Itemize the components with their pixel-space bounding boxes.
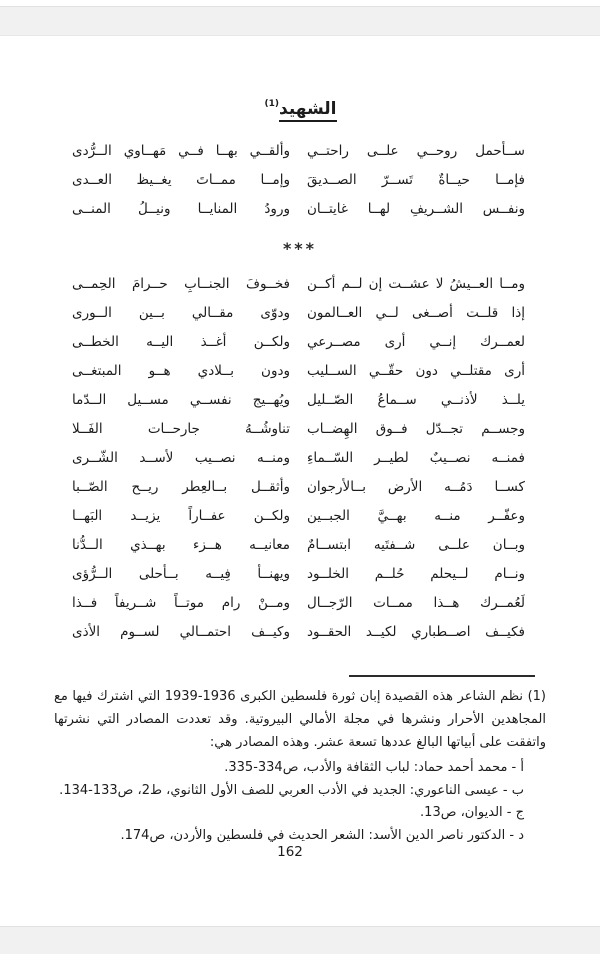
hemistich-second: ولكــن عفــاراً يزيــد البَهــا [72,508,290,524]
hemistich-first: لعمــرك إنــي أرى مصــرعي [307,334,525,350]
verse-row [72,444,525,473]
hemistich-second: وألقــي بهــا فــي مَهــاوي الــرُّدى [72,143,290,159]
hemistich-second: ودون بــلادي هــو المبتغــى [72,363,290,379]
verse-row [72,415,525,444]
title-footnote-marker: (1) [264,99,279,109]
footnote-source-item: ب - عيسى الناعوري: الجديد في الأدب العربي للصف الأول الثانوي، ط2، ص133-134. [59,782,524,798]
footnote-block [54,685,546,847]
hemistich-first: فكيــف اصــطباري لكيــد الحقــود [307,624,525,640]
verse-row [72,589,525,618]
hemistich-second: ويهنــأ فِيــه بــأحلى الــرُّؤى [72,566,290,582]
poem-section-1 [72,137,525,224]
top-scan-band [0,6,600,36]
verse-row [72,299,525,328]
hemistich-first: فإمــا حيــاةٌ تَســرّ الصــديقَ [307,172,525,188]
verse-row [72,473,525,502]
verse-row [72,618,525,647]
poem-title [263,99,336,119]
verse-row [72,386,525,415]
section-separator: *** [282,239,318,258]
footnote-source-item: أ - محمد أحمد حماد: لباب الثقافة والأدب، ص334-335. [224,760,524,775]
verse-row [72,531,525,560]
bottom-scan-band [0,926,600,954]
hemistich-second: ورودُ المنايــا ونيــلُ المنــى [72,201,290,217]
hemistich-second: ودوّى مقــالي بــين الــورى [72,305,290,321]
hemistich-second: ومنــه نصــيب لأســد الشّــرى [72,450,290,466]
verse-row [72,328,525,357]
hemistich-second: ولكــن أغــذ اليــه الخطــى [72,334,290,350]
footnote-divider-rule [349,675,535,677]
poem-section-2 [72,270,525,647]
hemistich-first: كســا دَمُــه الأرض بــالأرجوان [307,479,525,495]
hemistich-second: معانيــه هــزء بهــذي الــدُّنا [72,537,290,553]
hemistich-first: ومــا العــيشُ لا عشــت إن لــم أكــن [307,276,525,292]
hemistich-first: وبــان علــى شــفتَيه ابتســامٌ [307,537,525,553]
footnote-sources-list [54,757,546,847]
verse-row [72,270,525,299]
verse-row [72,357,525,386]
hemistich-first: ونفــس الشــريفِ لهــا غايتــان [307,201,525,217]
hemistich-first: إذا قلــت أصــغى لــي العــالمون [307,305,525,321]
footnote-source-item: د - الدكتور ناصر الدين الأسد: الشعر الحديث في فلسطين والأردن، ص174. [120,827,524,843]
poem-title-row [0,99,600,119]
verse-row [72,560,525,589]
hemistich-second: ومــنْ رام موتــاً شــريفاً فــذا [72,595,290,611]
hemistich-first: لَعُمــرك هــذا ممــات الرّجــال [307,595,525,611]
hemistich-first: يلــذ لأذنــي ســماعُ الصّــليل [307,392,525,408]
verse-row [72,137,525,166]
verse-row [72,195,525,224]
hemistich-first: وجســم تجــدّل فــوق الهِضــاب [307,421,525,437]
hemistich-first: ســأحمل روحــي علــى راحتــي [307,143,525,159]
hemistich-second: فخــوفَ الجنــابِ حــرامَ الحِمــى [72,276,290,292]
verse-row [72,502,525,531]
hemistich-second: ويُهــيج نفســي مســيل الــدّما [72,392,290,408]
hemistich-first: ونــام لــيحلم حُلــم الخلــود [307,566,525,582]
hemistich-first: وعفّــر منــه بهــيَّ الجبــين [307,508,525,524]
hemistich-second: وأثقــل بــالعِطر ريــح الصّــبا [72,479,290,495]
verse-row [72,166,525,195]
hemistich-first: أرى مقتلــي دون حقّــي الســليب [307,363,525,379]
page-title: الشهيد [279,99,337,122]
page-number: 162 [277,844,303,860]
hemistich-second: وكيــف احتمــالي لســوم الأذى [72,624,290,640]
hemistich-second: تناوشُــهُ جارحــات الفَــلا [72,421,290,437]
hemistich-second: وإمــا ممــاتَ يغــيظ العــدى [72,172,290,188]
hemistich-first: فمنــه نصــيبٌ لطيــر السّــماءِ [307,450,525,466]
footnote-text: (1) نظم الشاعر هذه القصيدة إبان ثورة فلسطين الكبرى 1936-1939 التي اشترك فيها مع المجاهدين الأحرار ونشرها في مجلة الأمالي البيروتية. وقد تعددت المصادر التي نشرتها واتفقت على أبياتها البالغ عددها تسعة عشر. وهذه المصادر هي: [54,689,546,750]
footnote-source-item: ج - الديوان، ص13. [420,805,524,820]
